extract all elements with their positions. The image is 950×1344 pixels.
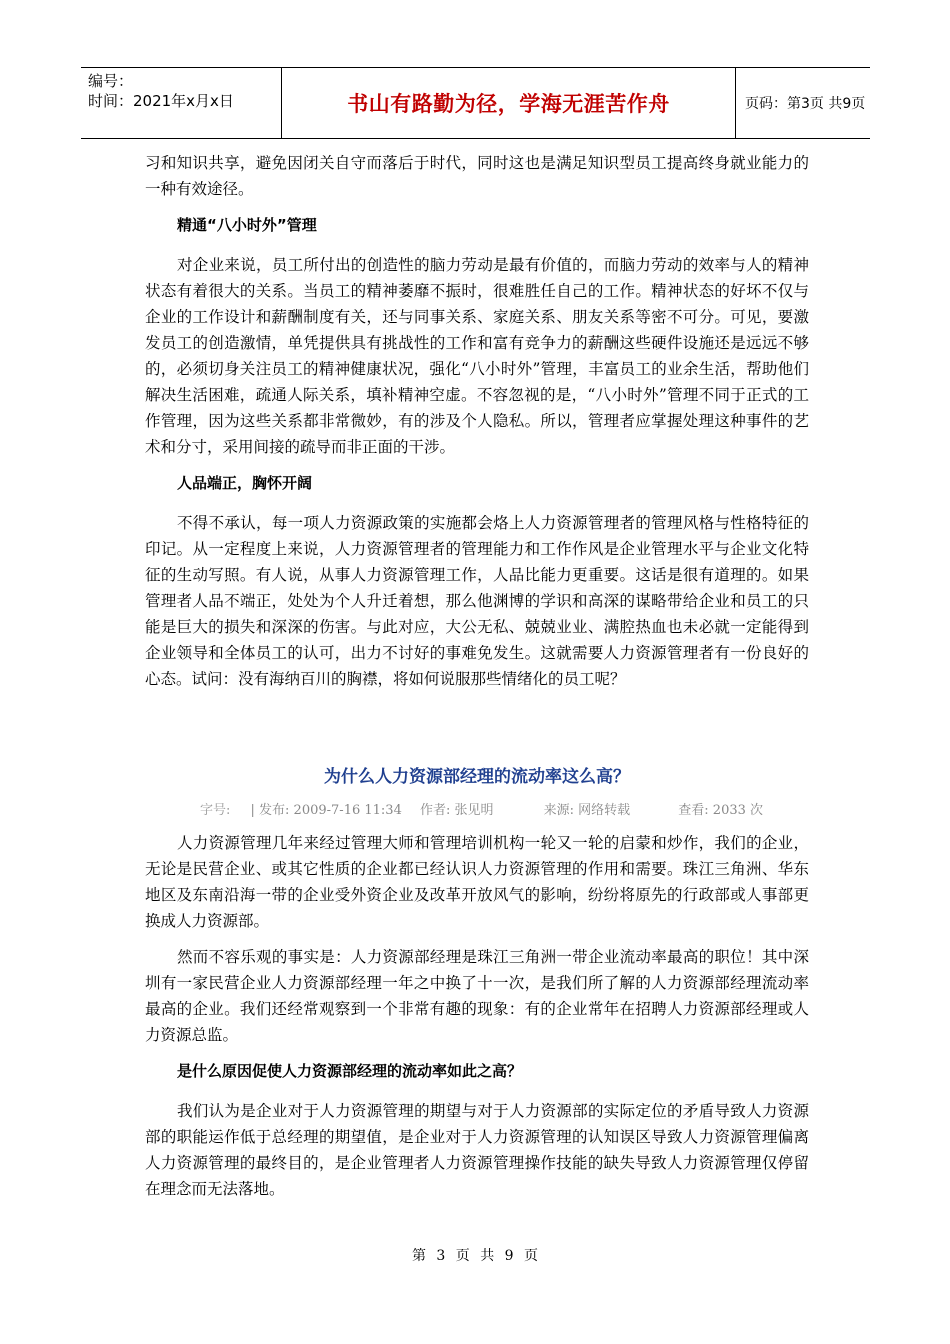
- slogan: 书山有路勤为径，学海无涯苦作舟: [347, 92, 670, 116]
- article-paragraph-2: 然而不容乐观的事实是：人力资源部经理是珠江三角洲一带企业流动率最高的职位！其中深圳有一家民营企业人力资源部经理一年之中换了十一次，是我们所了解的人力资源部经理流动率最高的企业。我们还经常观察到一个非常有趣的现象：有的企业常年在招聘人力资源部经理或人力资源总监。: [145, 948, 809, 1044]
- eight-hours-paragraph: 对企业来说，员工所付出的创造性的脑力劳动是最有价值的，而脑力劳动的效率与人的精神状态有着很大的关系。当员工的精神萎靡不振时，很难胜任自己的工作。精神状态的好坏不仅与企业的工作设计和薪酬制度有关，还与同事关系、家庭关系、朋友关系等密不可分。可见，要激发员工的创造激情，单凭提供具有挑战性的工作和富有竞争力的薪酬这些硬件设施还是远远不够的，必须切身关注员工的精神健康状况，强化“八小时外”管理，丰富员工的业余生活，帮助他们解决生活困难，疏通人际关系，填补精神空虚。不容忽视的是，“八小时外”管理不同于正式的工作管理，因为这些关系都非常微妙，有的涉及个人隐私。所以，管理者应掌握处理这种事件的艺术和分寸，采用间接的疏导而非正面的干涉。: [145, 256, 809, 456]
- intro-tail-paragraph: 习和知识共享，避免因闭关自守而落后于时代，同时这也是满足知识型员工提高终身就业能力的一种有效途径。: [145, 154, 809, 198]
- meta-published: | 发布: 2009-7-16 11:34: [250, 803, 402, 818]
- section-heading-character: 人品端正，胸怀开阔: [177, 474, 313, 492]
- meta-author: 作者: 张见明: [419, 803, 494, 818]
- document-header: [81, 67, 870, 139]
- page-footer: 第 3 页 共 9 页: [411, 1248, 539, 1264]
- meta-views: 查看: 2033 次: [678, 803, 764, 818]
- character-paragraph: 不得不承认，每一项人力资源政策的实施都会烙上人力资源管理者的管理风格与性格特征的印记。从一定程度上来说，人力资源管理者的管理能力和工作作风是企业管理水平与企业文化特征的生动写照。有人说，从事人力资源管理工作，人品比能力更重要。这话是很有道理的。如果管理者人品不端正，处处为个人升迁着想，那么他渊博的学识和高深的谋略带给企业和员工的只能是巨大的损失和深深的伤害。与此对应，大公无私、兢兢业业、满腔热血也未必就一定能得到企业领导和全体员工的认可，出力不讨好的事难免发生。这就需要人力资源管理者有一份良好的心态。试问：没有海纳百川的胸襟，将如何说服那些情绪化的员工呢？: [145, 514, 809, 688]
- article-subheading: 是什么原因促使人力资源部经理的流动率如此之高？: [177, 1062, 523, 1080]
- meta-source: 来源: 网络转载: [543, 803, 631, 818]
- article-paragraph-3: 我们认为是企业对于人力资源管理的期望与对于人力资源部的实际定位的矛盾导致人力资源部的职能运作低于总经理的期望值，是企业对于人力资源管理的认知误区导致人力资源管理偏离人力资源管理的最终目的，是企业管理者人力资源管理操作技能的缺失导致人力资源管理仅停留在理念而无法落地。: [145, 1102, 809, 1198]
- article-paragraph-1: 人力资源管理几年来经过管理大师和管理培训机构一轮又一轮的启蒙和炒作，我们的企业，无论是民营企业、或其它性质的企业都已经认识人力资源管理的作用和需要。珠江三角洲、华东地区及东南沿海一带的企业受外资企业及改革开放风气的影响，纷纷将原先的行政部或人事部更换成人力资源部。: [145, 834, 809, 930]
- header-info-cell: [81, 68, 281, 138]
- article-title: 为什么人力资源部经理的流动率这么高？: [324, 767, 630, 787]
- section-heading-eight-hours: 精通“八小时外”管理: [177, 216, 317, 234]
- date-line: 时间：2021年x月x日: [88, 92, 234, 110]
- page-code: 页码：第3页 共9页: [745, 96, 866, 112]
- meta-font-size: 字号:: [200, 803, 231, 818]
- serial-label: 编号：: [88, 72, 134, 90]
- header-slogan-cell: [281, 68, 736, 138]
- article-meta: [145, 799, 809, 818]
- page-content: [145, 150, 809, 1212]
- header-page-cell: [736, 68, 870, 138]
